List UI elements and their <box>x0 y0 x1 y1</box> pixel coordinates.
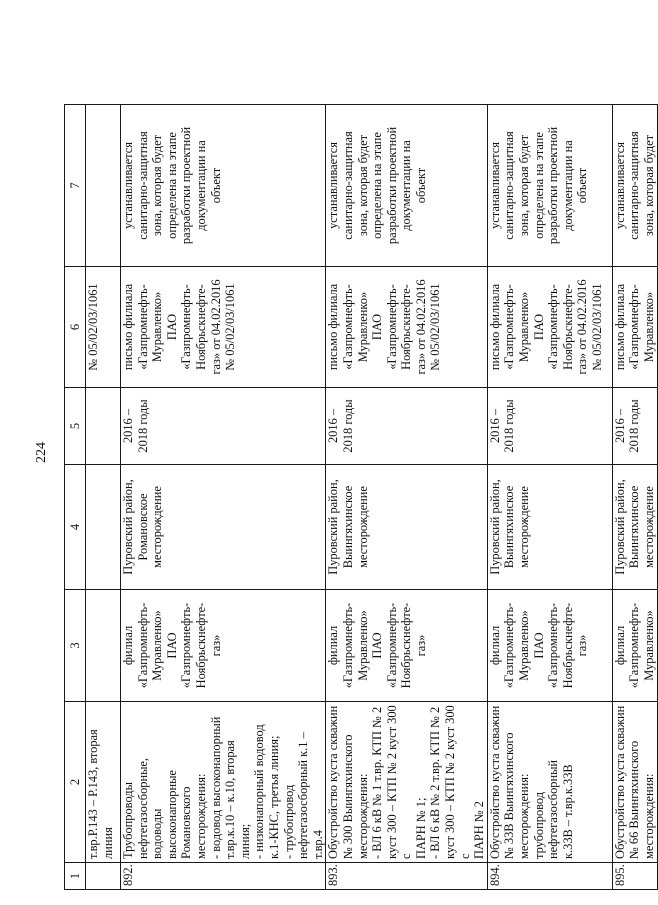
table-row <box>487 105 612 890</box>
column-number-4: 4 <box>65 465 86 590</box>
continuation-basis-cell: № 05/02/03/1061 <box>86 267 121 388</box>
column-number-7: 7 <box>65 105 86 267</box>
location-cell: Пуровский район, Выингяхинское месторождение <box>612 465 657 590</box>
note-cell: устанавливается санитарно-защитная зона, которая будет <box>612 105 657 267</box>
operator-cell: филиал «Газпромнефть- Муравленко» ПАО «Газпромнефть- Ноябрьскнефте- газ» <box>487 590 612 702</box>
continuation-note-cell <box>86 105 121 267</box>
object-cell: Обустройство куста скважин № 66 Выингяхинского месторождения: <box>612 702 657 863</box>
objects-table <box>64 104 658 890</box>
location-cell: Пуровский район, Выингяхинское месторождение <box>326 465 488 590</box>
continuation-operator-cell <box>86 590 121 702</box>
continuation-period-cell <box>86 388 121 465</box>
note-cell: устанавливается санитарно-защитная зона, которая будет определена на этапе разработки проектной документации на объект <box>487 105 612 267</box>
column-number-2: 2 <box>65 702 86 863</box>
continuation-row <box>86 105 121 890</box>
note-cell: устанавливается санитарно-защитная зона, которая будет определена на этапе разработки проектной документации на объект <box>326 105 488 267</box>
operator-cell: филиал «Газпромнефть- Муравленко» ПАО «Газпромнефть- Ноябрьскнефте- газ» <box>326 590 488 702</box>
location-cell: Пуровский район, Романовское месторождение <box>121 465 326 590</box>
location-cell: Пуровский район, Выингяхинское месторождение <box>487 465 612 590</box>
object-cell: Обустройство куста скважин № 300 Выингяхинского месторождения: - ВЛ 6 кВ № 1 т.вр. КТП № 2 куст 300 – КТП № 2 куст 300 с ПАРН № 1; - ВЛ 6 кВ № 2 т.вр. КТП № 2 куст 300 – КТП № 2 куст 300 с ПАРН № 2 <box>326 702 488 863</box>
basis-cell: письмо филиала «Газпромнефть- Муравленко» ПАО «Газпромнефть- Ноябрьскнефте- газ» от 04.02.2016 № 05/02/03/1061 <box>121 267 326 388</box>
page-number: 224 <box>34 442 49 463</box>
row-number-cell: 892. <box>121 863 326 890</box>
object-cell: Трубопроводы нефтегазосборные, водоводы высоконапорные Романовского месторождения: - водовод высоконапорный т.вр.к.10 – к.10, вторая линия; - низконапорный водовод к.1-КНС, третья линия; - трубопровод нефтегазосборный к.1 – т.вр.4 <box>121 702 326 863</box>
table-row <box>612 105 657 890</box>
period-cell: 2016 – 2018 годы <box>326 388 488 465</box>
continuation-object-cell: т.вр.Р.143 – Р.143, вторая линия <box>86 702 121 863</box>
row-number-cell: 893. <box>326 863 488 890</box>
period-cell: 2016 – 2018 годы <box>487 388 612 465</box>
continuation-location-cell <box>86 465 121 590</box>
column-number-5: 5 <box>65 388 86 465</box>
column-number-1: 1 <box>65 863 86 890</box>
basis-cell: письмо филиала «Газпромнефть- Муравленко» ПАО «Газпромнефть- Ноябрьскнефте- газ» от 04.02.2016 № 05/02/03/1061 <box>487 267 612 388</box>
row-number-cell: 895. <box>612 863 657 890</box>
operator-cell: филиал «Газпромнефть- Муравленко» ПАО «Газпромнефть- Ноябрьскнефте- газ» <box>121 590 326 702</box>
basis-cell: письмо филиала «Газпромнефть- Муравленко» <box>612 267 657 388</box>
object-cell: Обустройство куста скважин № 33В Выингяхинского месторождения: трубопровод нефтегазосборный к.33В – т.вр.к.33В <box>487 702 612 863</box>
basis-cell: письмо филиала «Газпромнефть- Муравленко» ПАО «Газпромнефть- Ноябрьскнефте- газ» от 04.02.2016 № 05/02/03/1061 <box>326 267 488 388</box>
row-number-cell: 894. <box>487 863 612 890</box>
column-number-row <box>65 105 86 890</box>
column-number-3: 3 <box>65 590 86 702</box>
period-cell: 2016 – 2018 годы <box>121 388 326 465</box>
column-number-6: 6 <box>65 267 86 388</box>
operator-cell: филиал «Газпромнефть- Муравленко» <box>612 590 657 702</box>
table-row <box>326 105 488 890</box>
continuation-no-cell <box>86 863 121 890</box>
note-cell: устанавливается санитарно-защитная зона, которая будет определена на этапе разработки проектной документации на объект <box>121 105 326 267</box>
period-cell: 2016 – 2018 годы <box>612 388 657 465</box>
table-row <box>121 105 326 890</box>
